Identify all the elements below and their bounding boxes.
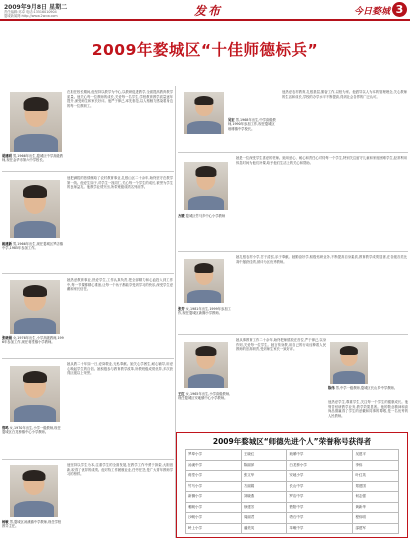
honor-person: 郑建国 [353, 481, 399, 492]
portrait-photo [330, 342, 368, 384]
honor-person: 张文华 [241, 471, 287, 482]
profile-caption: 王红 女,1965年出生,小学高级教师,现任婺城区安地镇中心小学教师。 [178, 392, 231, 401]
profile-body: 他热爱农村教育,扎根基层,勤奋工作,以校为家。他倡导以人为本的管理理念,关心教师的生活和成长,学校的办学水平不断提高,得到社会各界的广泛认可。 [282, 90, 407, 99]
profile-caption: 张晓娟 女,1976年出生,小学高级教师,1996年参加工作,现任蒋堂镇小学教师。 [2, 336, 64, 345]
web-line: 婺城新闻网:http://www.2wcw.com [4, 14, 58, 18]
honor-school: 罗店中学 [287, 492, 353, 503]
brand-logo: 今日婺城 [353, 7, 390, 17]
honor-person: 潘美英 [241, 523, 287, 534]
headline: 2009年婺城区“十佳师德标兵” [91, 41, 319, 59]
honor-school: 塔石中学 [287, 513, 353, 524]
profile-card [178, 156, 408, 248]
honor-person: 黄新华 [353, 502, 399, 513]
honor-table [185, 449, 399, 534]
honor-row [186, 471, 399, 482]
profile-caption: 吴宏 男,1968年出生,中学高级教师,1990年参加工作,现任婺城区琅琊镇中学校长。 [228, 118, 276, 131]
profile-name: 陈伟 [328, 386, 335, 390]
profile-body: 她热爱教育事业,热爱学生,工作认真负责,把全部精力和心血投入到工作中,每一节课都精心准备,让每一个孩子都能享受到学习的快乐,深受学生爱戴和家长信任。 [67, 278, 173, 292]
profile-name: 王红 [178, 392, 185, 396]
portrait-photo [10, 280, 60, 334]
honor-school: 长山中学 [287, 481, 353, 492]
honor-school: 新狮小学 [186, 492, 242, 503]
profile-card [2, 90, 174, 168]
honor-school: 雅畈小学 [186, 502, 242, 513]
issue-date: 2009年9月8日 星期二 [4, 4, 68, 11]
masthead-details [4, 10, 58, 18]
honor-person: 陈丽萍 [241, 460, 287, 471]
profile-name: 胡建明 [2, 154, 12, 158]
profile-card [178, 255, 408, 331]
profile-card [2, 463, 174, 538]
section-title: 发布 [194, 4, 223, 18]
profile-caption: 杨敏 男,婺城区汤溪镇中学教师,现任学校教导主任。 [2, 520, 62, 529]
profile-body: 在担任校长期间,他坚持以教学为中心,以教研促进教学,全面提高教育教学质量。他关心每一位教师的成长,关爱每一名学生,学校教育教学质量逐年提升,深受师生和家长好评。他严于律己,率先垂范,以人格魅力感染着身边的每一位教职工。 [67, 90, 173, 108]
profile-caption: 郑鸣 女,1970年出生,小学一级教师,现任婺城区白龙桥镇中心小学教师。 [2, 426, 61, 435]
profile-body: 她扎根农村小学,甘于清贫,乐于奉献。她勤奋好学,积极钻研业务,不断提高自身素质,教育教学成绩显著,在各级各类比赛中屡获佳绩,被评为区优秀教师。 [236, 255, 407, 264]
portrait-photo [10, 92, 62, 152]
profile-name: 吴宏 [228, 118, 235, 122]
profile-card [2, 278, 174, 356]
honor-school: 竹马小学 [186, 481, 242, 492]
divider [178, 152, 408, 153]
honor-person: 李伟 [353, 460, 399, 471]
honor-person: 程伟明 [353, 513, 399, 524]
profile-caption: 姚建新 男,1966年出生,现任婺城区罗店镇中学,1985年参加工作。 [2, 242, 64, 251]
honor-school: 汤溪中学 [186, 460, 242, 471]
honor-row [186, 523, 399, 534]
divider [2, 273, 174, 274]
honor-person: 徐建芳 [241, 502, 287, 513]
honor-person: 叶红英 [353, 471, 399, 482]
honor-school: 安地小学 [287, 471, 353, 482]
honor-row [186, 513, 399, 524]
honor-row [186, 481, 399, 492]
portrait-photo [10, 366, 60, 422]
honor-school: 岭上小学 [186, 523, 242, 534]
editor-line: 责任编辑:邓卓 电话:13516010904 [4, 10, 57, 14]
honor-school: 罗埠小学 [186, 450, 242, 461]
portrait-photo [10, 180, 60, 238]
profile-caption: 张芳 女,1981年出生,1999年参加工作,现任婺城区新狮小学教师。 [178, 307, 231, 316]
honor-person: 方丽娟 [241, 481, 287, 492]
profile-card [178, 338, 408, 428]
divider [178, 334, 408, 335]
profile-name: 张晓娟 [2, 336, 12, 340]
honor-person: 周丽君 [241, 513, 287, 524]
portrait-photo [184, 342, 228, 388]
honor-list-box [176, 432, 408, 538]
masthead-rule [0, 19, 410, 21]
profile-card [2, 176, 174, 270]
profile-card [178, 90, 408, 150]
profile-body: 他把满腔的热情献给了农村教育事业,扎根山区二十余年,始终坚守在教学第一线。他爱生如子,对学生一视同仁,关心每一个学生的成长,被誉为学生的良师益友。他教学业绩突出,所带班级成绩名列前茅。 [67, 176, 173, 190]
profile-caption: 陈伟 男,中学一级教师,婺城区长山乡中学教师。 [328, 386, 398, 390]
profile-name: 杨敏 [2, 520, 9, 524]
honor-row [186, 492, 399, 503]
honor-row [186, 450, 399, 461]
divider [2, 171, 174, 172]
honor-row [186, 460, 399, 471]
profile-name: 姚建新 [2, 242, 12, 246]
honor-school: 白龙桥小学 [287, 460, 353, 471]
profile-name: 张芳 [178, 307, 185, 311]
honor-school: 琅琊中学 [287, 450, 353, 461]
portrait-photo [184, 162, 228, 210]
honor-list-title: 2009年婺城区“师德先进个人”荣誉称号获得者 [212, 437, 372, 446]
profile-body: 她从事教育工作二十余年,始终把师德放在首位,严于律己,以身作则,关爱每一位学生。她言传身教,用自己的行动诠释着人民教师的崇高职责,受到师生家长一致好评。 [236, 338, 326, 352]
profile-body: 他热爱学生,尊重学生,关注每一个学生的健康成长。他刻苦钻研教学业务,教学效果显著。他的敬业精神和高尚品德赢得了学生的爱戴和同事的尊敬,是一名优秀的人民教师。 [328, 400, 408, 418]
honor-row [186, 502, 399, 513]
portrait-photo [10, 465, 58, 517]
honor-person: 何志强 [353, 492, 399, 503]
honor-school: 莘畈中学 [287, 523, 353, 534]
page-number: 3 [392, 2, 407, 17]
divider [2, 459, 174, 460]
profile-body: 他坚持以学生为本,注重学生的全面发展,在教学工作中勇于探索,大胆创新,取得了优异的成绩。他对待工作兢兢业业,任劳任怨,是广大青年教师学习的榜样。 [67, 463, 173, 477]
honor-person: 吴建平 [353, 450, 399, 461]
honor-school: 沙畈小学 [186, 513, 242, 524]
honor-person: 邵建军 [353, 523, 399, 534]
profile-body: 她从教二十年如一日,爱岗敬业,无私奉献。她关心学困生,耐心辅导,用爱心唤起学生的自信。她积极参与教育教学改革,所教班级成绩优异,多次获得区级以上荣誉。 [67, 362, 173, 376]
profile-name: 郑鸣 [2, 426, 9, 430]
portrait-photo [184, 92, 224, 134]
masthead [0, 0, 410, 22]
profile-caption: 胡建明 男,1966年出生,婺城区中学高级教师,现任金华市第六中学校长。 [2, 154, 64, 163]
portrait-photo [184, 259, 224, 303]
profile-name: 方媛 [178, 214, 185, 218]
profile-card [2, 362, 174, 456]
divider [178, 251, 408, 252]
honor-person: 刘晓燕 [241, 492, 287, 503]
profile-body: 她是一位深受学生喜爱的老师。她用爱心、耐心和责任心对待每一个学生,特别关注留守儿童和家庭困难学生,经常利用休息时间为他们补课,给予他们生活上的关心和帮助。 [236, 156, 407, 165]
profile-caption: 方媛 婺城区竹马乡中心小学教师 [178, 214, 226, 218]
honor-person: 王晓红 [241, 450, 287, 461]
divider [2, 358, 174, 359]
honor-school: 蒋堂小学 [186, 471, 242, 482]
honor-school: 箬阳中学 [287, 502, 353, 513]
